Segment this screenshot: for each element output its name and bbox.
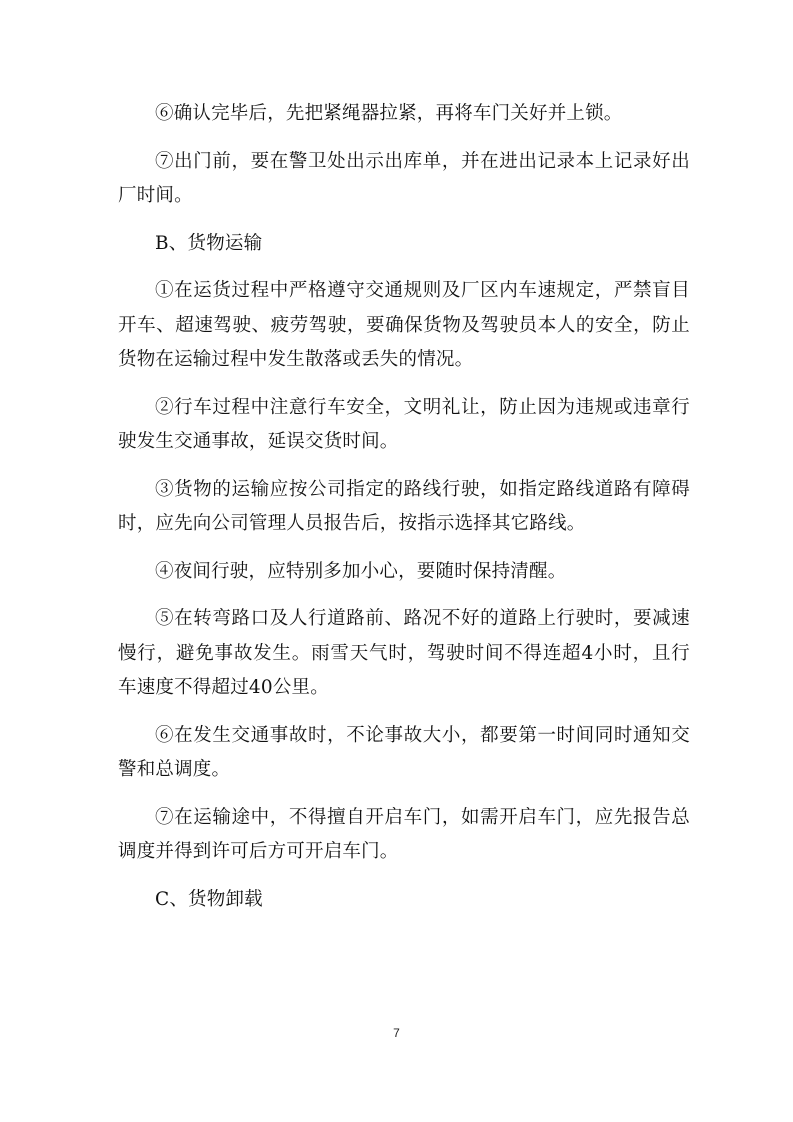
paragraph-step-7-exit-record: ⑦出门前，要在警卫处出示出库单，并在进出记录本上记录好出厂时间。 <box>118 150 690 206</box>
paragraph-step-6-lock-door: ⑥确认完毕后，先把紧绳器拉紧，再将车门关好并上锁。 <box>155 103 623 124</box>
section-heading-transport: B、货物运输 <box>155 232 263 254</box>
paragraph-transport-rule-7: ⑦在运输途中，不得擅自开启车门，如需开启车门，应先报告总调度并得到许可后方可开启车门。 <box>118 806 690 862</box>
paragraph-transport-rule-6: ⑥在发生交通事故时，不论事故大小，都要第一时间同时通知交警和总调度。 <box>118 724 690 780</box>
section-heading-unloading: C、货物卸载 <box>155 888 263 910</box>
paragraph-transport-rule-2: ②行车过程中注意行车安全，文明礼让，防止因为违规或违章行驶发生交通事故，延误交货时间。 <box>118 396 690 452</box>
paragraph-transport-rule-1: ①在运货过程中严格遵守交通规则及厂区内车速规定，严禁盲目开车、超速驾驶、疲劳驾驶，要确保货物及驾驶员本人的安全，防止货物在运输过程中发生散落或丢失的情况。 <box>118 280 690 370</box>
page-number: 7 <box>393 1026 400 1040</box>
paragraph-transport-rule-4: ④夜间行驶，应特别多加小心，要随时保持清醒。 <box>155 560 567 582</box>
paragraph-transport-rule-5: ⑤在转弯路口及人行道路前、路况不好的道路上行驶时，要减速慢行，避免事故发生。雨雪天气时，驾驶时间不得连超4小时，且行车速度不得超过40公里。 <box>118 608 690 698</box>
paragraph-transport-rule-3: ③货物的运输应按公司指定的路线行驶，如指定路线道路有障碍时，应先向公司管理人员报告后，按指示选择其它路线。 <box>118 478 690 534</box>
document-body <box>118 97 690 930</box>
